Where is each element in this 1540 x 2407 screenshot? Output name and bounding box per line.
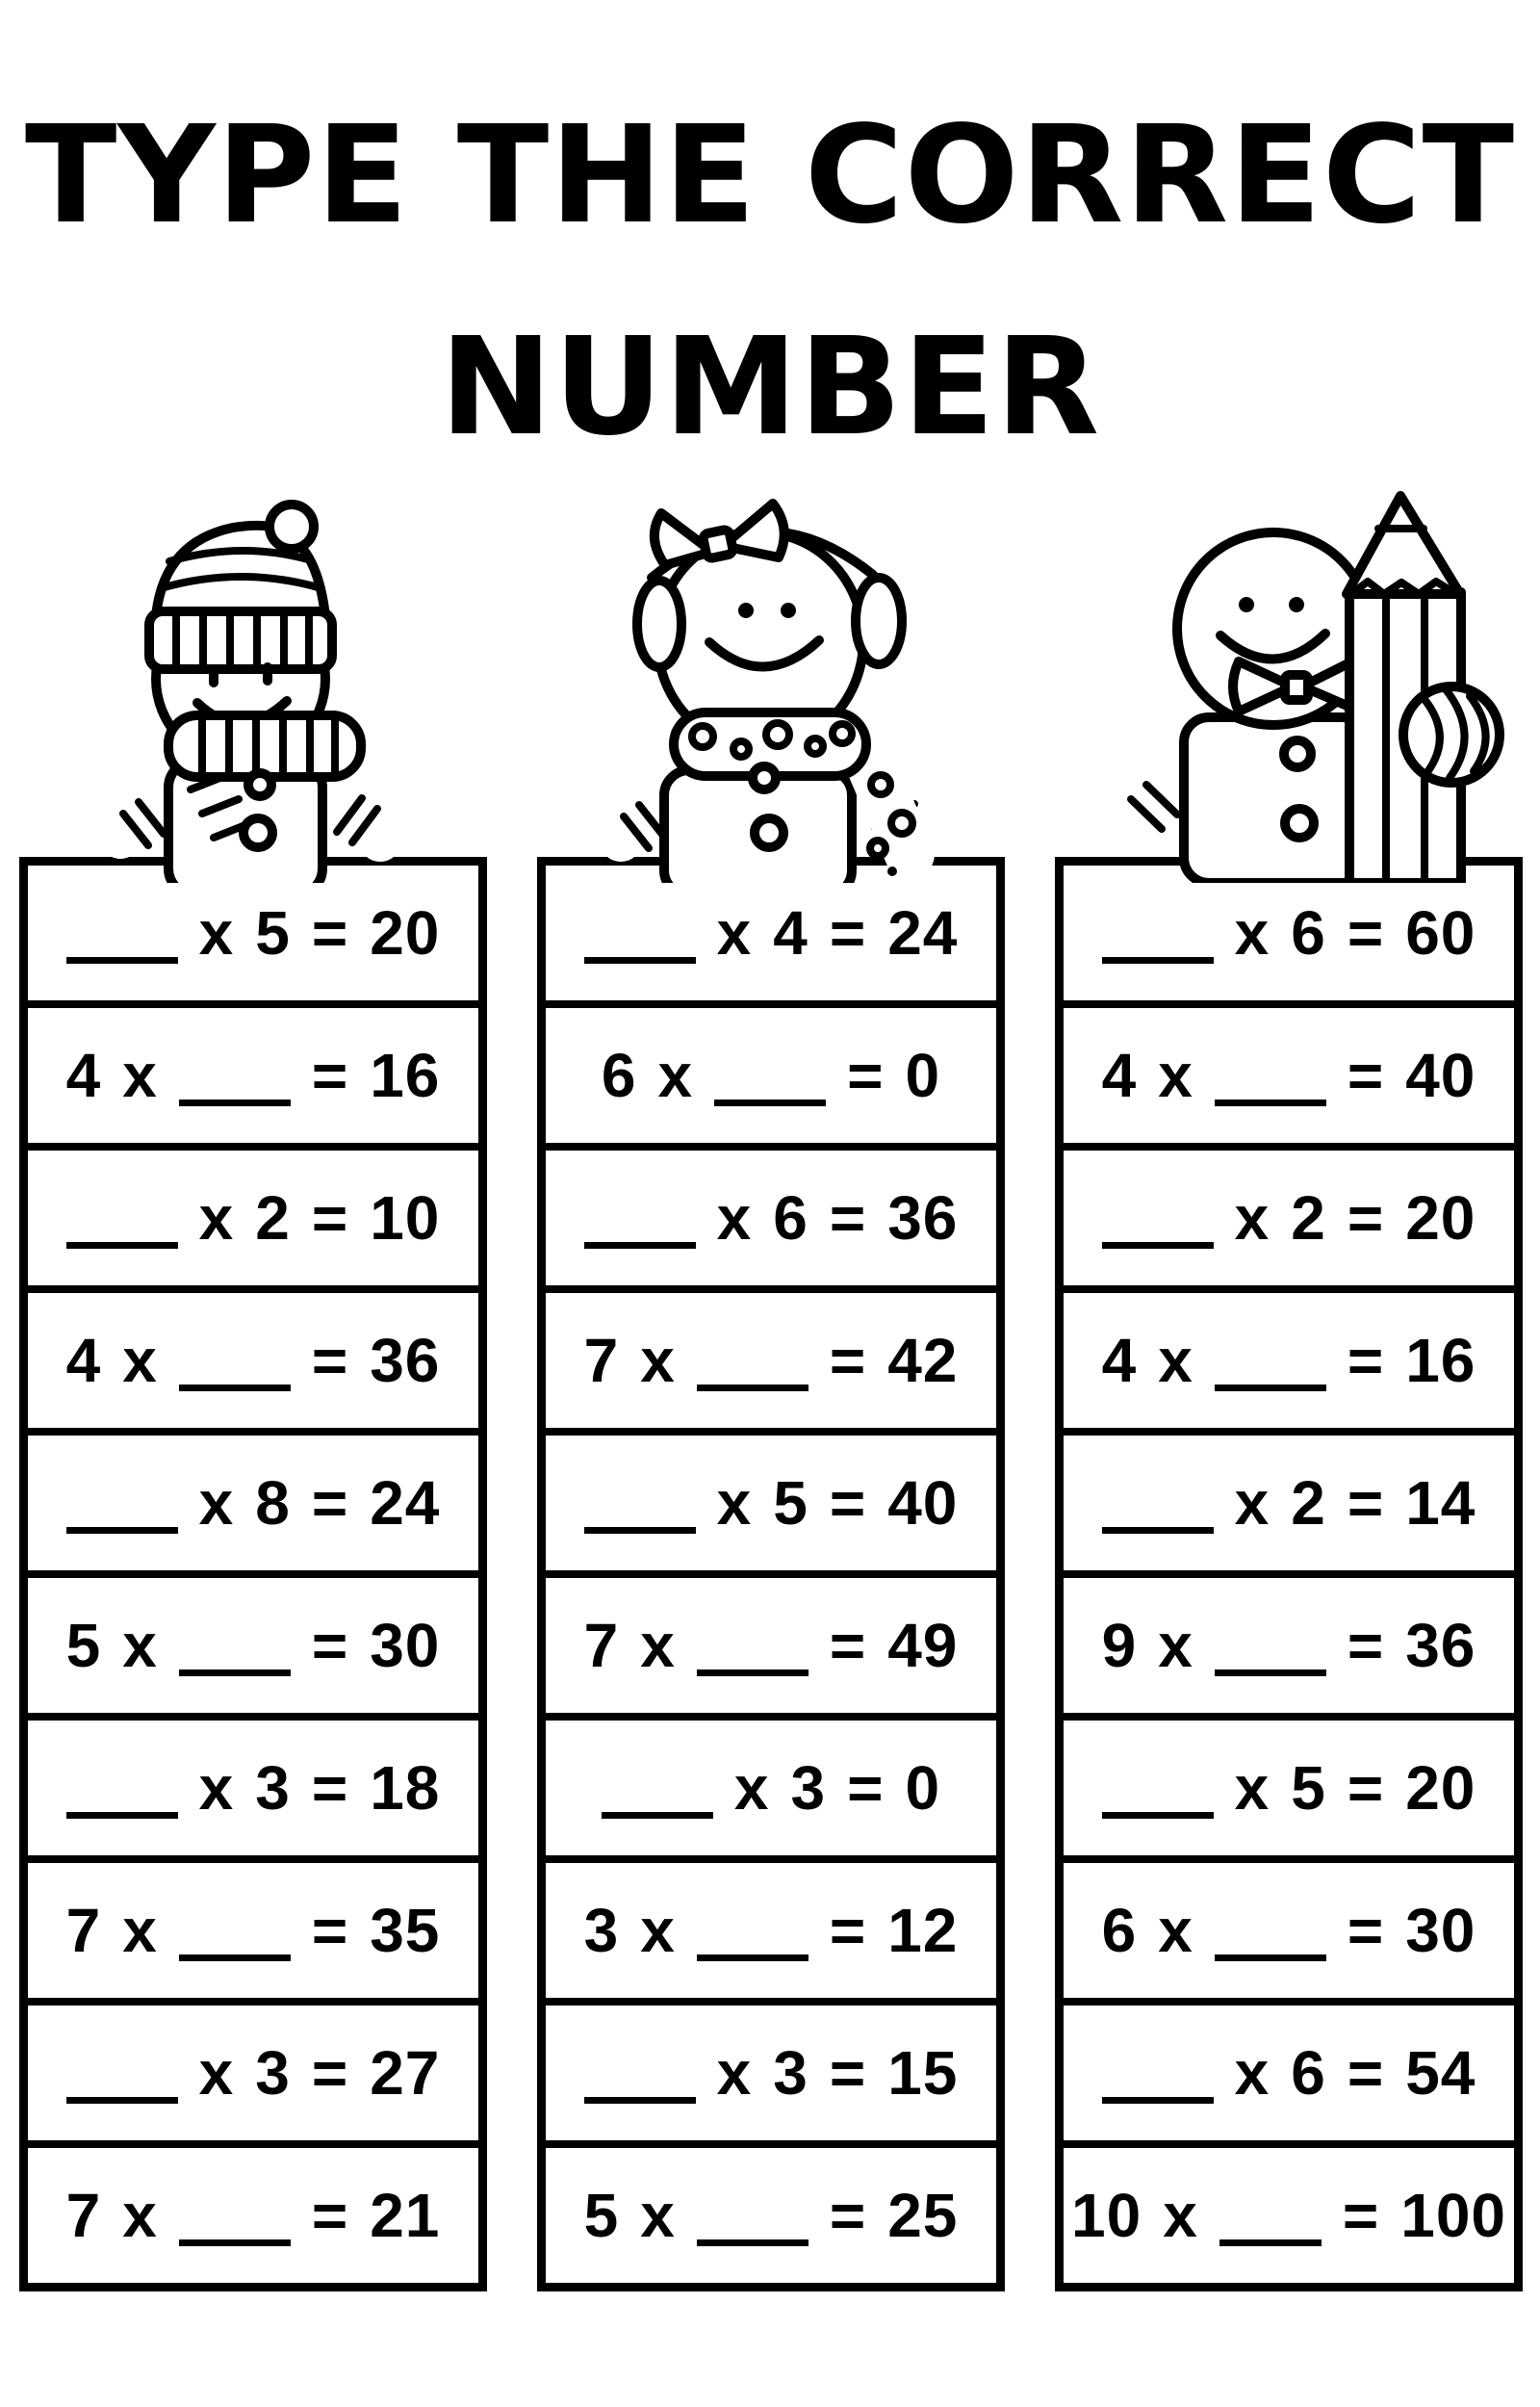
answer-blank[interactable] <box>1102 1812 1214 1819</box>
times-sign: x <box>716 2038 753 2108</box>
factor-right: 8 <box>255 1468 291 1538</box>
factor-right: 2 <box>255 1183 291 1253</box>
answer-blank[interactable] <box>697 1954 808 1961</box>
equals-sign: = <box>311 1611 349 1680</box>
product: 21 <box>370 2181 441 2250</box>
factor-right: 5 <box>255 898 291 968</box>
equals-sign: = <box>847 1753 885 1823</box>
problem-row <box>1064 1143 1514 1285</box>
product: 20 <box>1405 1753 1476 1823</box>
button <box>755 818 783 847</box>
factor-left: 7 <box>583 1326 620 1395</box>
answer-blank[interactable] <box>66 1812 178 1819</box>
times-sign: x <box>1158 1041 1194 1110</box>
product: 30 <box>370 1611 441 1680</box>
gingerbread-character-earmuffs <box>544 496 991 883</box>
problem-row <box>28 1143 478 1285</box>
equals-sign: = <box>829 1896 867 1965</box>
equals-sign: = <box>311 1468 349 1538</box>
times-sign: x <box>716 1183 753 1253</box>
times-sign: x <box>1158 1896 1194 1965</box>
product: 14 <box>1405 1468 1476 1538</box>
times-sign: x <box>122 2181 158 2250</box>
button <box>1285 809 1314 838</box>
problems-table-2 <box>537 857 1005 2291</box>
factor-left: 6 <box>1101 1896 1138 1965</box>
problem-row <box>28 1285 478 1428</box>
equals-sign: = <box>1347 1041 1385 1110</box>
factor-right: 3 <box>773 2038 808 2108</box>
product: 36 <box>887 1183 959 1253</box>
product: 10 <box>370 1183 441 1253</box>
gingerbread-character-winter <box>67 496 443 883</box>
product: 40 <box>887 1468 959 1538</box>
button <box>1284 740 1311 767</box>
product: 25 <box>887 2181 959 2250</box>
times-sign: x <box>716 1468 753 1538</box>
times-sign: x <box>1234 2038 1270 2108</box>
equals-sign: = <box>1347 2038 1385 2108</box>
answer-blank[interactable] <box>66 957 178 964</box>
answer-blank[interactable] <box>66 1527 178 1534</box>
product: 36 <box>370 1326 441 1395</box>
answer-blank[interactable] <box>697 1385 808 1391</box>
answer-blank[interactable] <box>1102 2097 1214 2104</box>
problem-row <box>28 1855 478 1998</box>
equals-sign: = <box>311 1326 349 1395</box>
factor-left: 5 <box>65 1611 102 1680</box>
equals-sign: = <box>311 1041 349 1110</box>
equals-sign: = <box>311 1183 349 1253</box>
problem-row <box>1064 1713 1514 1855</box>
product: 24 <box>887 898 959 968</box>
answer-blank[interactable] <box>1215 1385 1326 1391</box>
scarf-tassel-icon <box>244 818 272 847</box>
product: 20 <box>370 898 441 968</box>
factor-left: 4 <box>1101 1041 1138 1110</box>
factor-right: 5 <box>1291 1753 1326 1823</box>
equals-sign: = <box>829 1611 867 1680</box>
times-sign: x <box>198 1753 235 1823</box>
factor-left: 4 <box>65 1326 102 1395</box>
problem-row <box>1064 866 1514 1000</box>
product: 27 <box>370 2038 441 2108</box>
times-sign: x <box>1234 1468 1270 1538</box>
problem-row <box>28 1713 478 1855</box>
equals-sign: = <box>829 1326 867 1395</box>
product: 16 <box>1405 1326 1476 1395</box>
answer-blank[interactable] <box>1102 1527 1214 1534</box>
equals-sign: = <box>311 898 349 968</box>
factor-right: 2 <box>1291 1468 1326 1538</box>
times-sign: x <box>122 1041 158 1110</box>
product: 0 <box>905 1041 941 1110</box>
answer-blank[interactable] <box>179 1669 291 1676</box>
equals-sign: = <box>311 2038 349 2108</box>
times-sign: x <box>716 898 753 968</box>
equals-sign: = <box>1342 2181 1380 2250</box>
product: 35 <box>370 1896 441 1965</box>
product: 24 <box>370 1468 441 1538</box>
answer-blank[interactable] <box>179 1954 291 1961</box>
problem-row <box>546 1000 996 1143</box>
problem-row <box>1064 1855 1514 1998</box>
problem-row <box>1064 1998 1514 2140</box>
equals-sign: = <box>1347 1326 1385 1395</box>
factor-left: 3 <box>583 1896 620 1965</box>
answer-blank[interactable] <box>584 957 696 964</box>
equals-sign: = <box>1347 1753 1385 1823</box>
product: 42 <box>887 1326 959 1395</box>
equals-sign: = <box>829 2181 867 2250</box>
answer-blank[interactable] <box>584 2097 696 2104</box>
factor-left: 10 <box>1071 2181 1142 2250</box>
equals-sign: = <box>1347 1468 1385 1538</box>
answer-blank[interactable] <box>714 1100 826 1106</box>
problem-row <box>28 1428 478 1570</box>
problem-row <box>1064 1000 1514 1143</box>
factor-right: 3 <box>255 2038 291 2108</box>
button <box>248 773 271 796</box>
factor-right: 6 <box>1291 898 1326 968</box>
factor-right: 2 <box>1291 1183 1326 1253</box>
problem-row <box>546 1428 996 1570</box>
hair-bow-icon <box>654 504 784 565</box>
times-sign: x <box>198 898 235 968</box>
times-sign: x <box>640 1896 676 1965</box>
product: 15 <box>887 2038 959 2108</box>
problem-row <box>1064 1285 1514 1428</box>
product: 20 <box>1405 1183 1476 1253</box>
factor-left: 7 <box>65 2181 102 2250</box>
answer-blank[interactable] <box>1215 1100 1326 1106</box>
equals-sign: = <box>829 2038 867 2108</box>
times-sign: x <box>198 2038 235 2108</box>
button <box>753 766 776 789</box>
equals-sign: = <box>829 898 867 968</box>
times-sign: x <box>657 1041 694 1110</box>
problem-row <box>1064 1428 1514 1570</box>
product: 100 <box>1400 2181 1506 2250</box>
product: 40 <box>1405 1041 1476 1110</box>
answer-blank[interactable] <box>1215 1954 1326 1961</box>
times-sign: x <box>1163 2181 1198 2250</box>
equals-sign: = <box>311 1753 349 1823</box>
answer-blank[interactable] <box>179 2239 291 2246</box>
worksheet-title-line1: TYPE THE CORRECT <box>24 97 1516 254</box>
factor-left: 6 <box>601 1041 637 1110</box>
answer-blank[interactable] <box>602 1812 713 1819</box>
answer-blank[interactable] <box>584 1242 696 1249</box>
hand-icon <box>1403 686 1500 783</box>
factor-left: 4 <box>65 1041 102 1110</box>
problems-rows-1 <box>28 866 478 2283</box>
factor-right: 4 <box>773 898 808 968</box>
times-sign: x <box>122 1611 158 1680</box>
product: 36 <box>1405 1611 1476 1680</box>
product: 16 <box>370 1041 441 1110</box>
factor-left: 7 <box>583 1611 620 1680</box>
problem-row <box>28 866 478 1000</box>
factor-left: 4 <box>1101 1326 1138 1395</box>
equals-sign: = <box>847 1041 885 1110</box>
product: 54 <box>1405 2038 1476 2108</box>
problems-table-1 <box>19 857 487 2291</box>
problem-row <box>546 1143 996 1285</box>
problem-row <box>28 1998 478 2140</box>
pompom-icon <box>270 505 314 549</box>
times-sign: x <box>1158 1611 1194 1680</box>
problem-row <box>546 1570 996 1713</box>
answer-blank[interactable] <box>584 1527 696 1534</box>
problem-row <box>1064 2140 1514 2283</box>
factor-right: 3 <box>790 1753 827 1823</box>
problems-table-3 <box>1055 857 1523 2291</box>
answer-blank[interactable] <box>1215 1669 1326 1676</box>
product: 18 <box>370 1753 441 1823</box>
answer-blank[interactable] <box>697 2239 808 2246</box>
problem-row <box>28 2140 478 2283</box>
worksheet-title-line2: NUMBER <box>439 309 1101 466</box>
gingerbread-character-pencil <box>1073 486 1521 883</box>
equals-sign: = <box>311 2181 349 2250</box>
times-sign: x <box>1234 1753 1270 1823</box>
problem-row <box>28 1000 478 1143</box>
answer-blank[interactable] <box>697 1669 808 1676</box>
answer-blank[interactable] <box>1102 1242 1214 1249</box>
product: 12 <box>887 1896 959 1965</box>
equals-sign: = <box>829 1183 867 1253</box>
problem-row <box>546 866 996 1000</box>
factor-right: 5 <box>773 1468 808 1538</box>
equals-sign: = <box>1347 1896 1385 1965</box>
times-sign: x <box>1234 1183 1270 1253</box>
problem-row <box>546 1855 996 1998</box>
times-sign: x <box>122 1326 158 1395</box>
problem-row <box>546 2140 996 2283</box>
times-sign: x <box>198 1468 235 1538</box>
answer-blank[interactable] <box>1219 2239 1322 2246</box>
product: 60 <box>1405 898 1476 968</box>
problem-row <box>1064 1570 1514 1713</box>
product: 0 <box>905 1753 941 1823</box>
answer-blank[interactable] <box>179 1385 291 1391</box>
answer-blank[interactable] <box>179 1100 291 1106</box>
product: 30 <box>1405 1896 1476 1965</box>
times-sign: x <box>640 1326 676 1395</box>
factor-right: 6 <box>773 1183 808 1253</box>
times-sign: x <box>1234 898 1270 968</box>
times-sign: x <box>640 1611 676 1680</box>
times-sign: x <box>733 1753 770 1823</box>
answer-blank[interactable] <box>66 2097 178 2104</box>
equals-sign: = <box>829 1468 867 1538</box>
factor-left: 5 <box>583 2181 620 2250</box>
problem-row <box>546 1998 996 2140</box>
product: 49 <box>887 1611 959 1680</box>
times-sign: x <box>122 1896 158 1965</box>
equals-sign: = <box>1347 1183 1385 1253</box>
problem-row <box>28 1570 478 1713</box>
answer-blank[interactable] <box>66 1242 178 1249</box>
factor-left: 7 <box>65 1896 102 1965</box>
problem-row <box>546 1713 996 1855</box>
beanie-hat-icon <box>149 505 332 669</box>
factor-right: 3 <box>255 1753 291 1823</box>
times-sign: x <box>640 2181 676 2250</box>
equals-sign: = <box>1347 898 1385 968</box>
answer-blank[interactable] <box>1102 957 1214 964</box>
problems-rows-2 <box>546 866 996 2283</box>
equals-sign: = <box>311 1896 349 1965</box>
gingerbread-body <box>1131 717 1367 883</box>
factor-left: 9 <box>1101 1611 1138 1680</box>
problems-rows-3 <box>1064 866 1514 2283</box>
times-sign: x <box>1158 1326 1194 1395</box>
problem-row <box>546 1285 996 1428</box>
times-sign: x <box>198 1183 235 1253</box>
equals-sign: = <box>1347 1611 1385 1680</box>
factor-right: 6 <box>1291 2038 1326 2108</box>
